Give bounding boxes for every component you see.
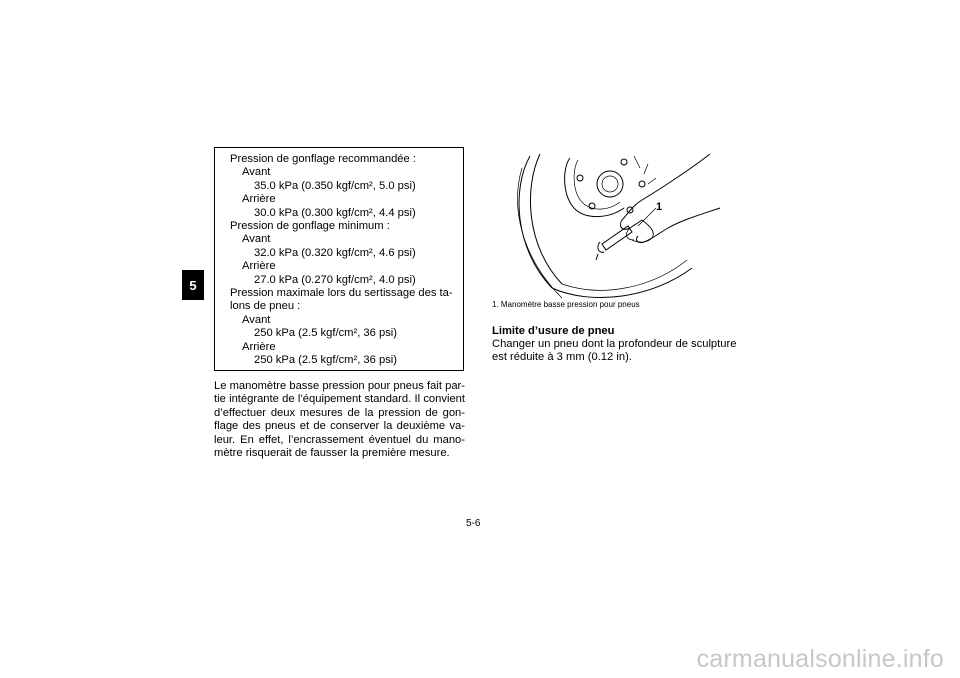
spec-line: Arrière bbox=[242, 340, 276, 353]
spec-line: 35.0 kPa (0.350 kgf/cm², 5.0 psi) bbox=[254, 179, 416, 192]
spec-line: 250 kPa (2.5 kgf/cm², 36 psi) bbox=[254, 327, 398, 340]
spec-line: 27.0 kPa (0.270 kgf/cm², 4.0 psi) bbox=[254, 273, 416, 286]
spec-line: Arrière bbox=[242, 260, 276, 273]
tire-gauge-drawing bbox=[492, 148, 742, 300]
tire-pressure-spec-box bbox=[214, 147, 464, 371]
spec-line: 250 kPa (2.5 kgf/cm², 36 psi) bbox=[254, 354, 398, 367]
figure-callout-1: 1 bbox=[656, 201, 663, 213]
paragraph-line: Changer un pneu dont la profondeur de sculpture bbox=[492, 338, 737, 350]
spec-line: Pression de gonflage minimum : bbox=[230, 220, 390, 233]
spec-line: lons de pneu : bbox=[230, 300, 301, 313]
spec-line: 30.0 kPa (0.300 kgf/cm², 4.4 psi) bbox=[254, 206, 416, 219]
watermark: carmanualsonline.info bbox=[696, 645, 944, 673]
paragraph-line: d’effectuer deux mesures de la pression de gon- bbox=[214, 406, 465, 419]
tread-limit-paragraph bbox=[492, 338, 752, 365]
chapter-tab: 5 bbox=[182, 270, 204, 300]
spec-line: Pression maximale lors du sertissage des ta- bbox=[230, 287, 453, 300]
spec-line: 32.0 kPa (0.320 kgf/cm², 4.6 psi) bbox=[254, 246, 416, 259]
spec-line: Arrière bbox=[242, 193, 276, 206]
paragraph-line: tie intégrante de l’équipement standard. Il convient bbox=[214, 393, 465, 406]
spec-line: Avant bbox=[242, 166, 271, 179]
spec-line: Avant bbox=[242, 313, 271, 326]
paragraph-line: Le manomètre basse pression pour pneus fait par- bbox=[214, 380, 465, 392]
spec-line: Pression de gonflage recommandée : bbox=[230, 153, 416, 165]
section-title: Limite d’usure de pneu bbox=[492, 325, 615, 337]
figure-caption: 1. Manomètre basse pression pour pneus bbox=[492, 300, 640, 309]
page-number: 5-6 bbox=[466, 518, 481, 529]
paragraph-line: leur. En effet, l’encrassement éventuel du mano- bbox=[214, 433, 465, 446]
paragraph-line: est réduite à 3 mm (0.12 in). bbox=[492, 351, 632, 364]
tire-gauge-illustration bbox=[492, 148, 742, 300]
spec-line: Avant bbox=[242, 233, 271, 246]
gauge-paragraph bbox=[214, 380, 465, 460]
paragraph-line: mètre risquerait de fausser la première mesure. bbox=[214, 447, 450, 460]
paragraph-line: flage des pneus et de conserver la deuxième va- bbox=[214, 420, 465, 433]
